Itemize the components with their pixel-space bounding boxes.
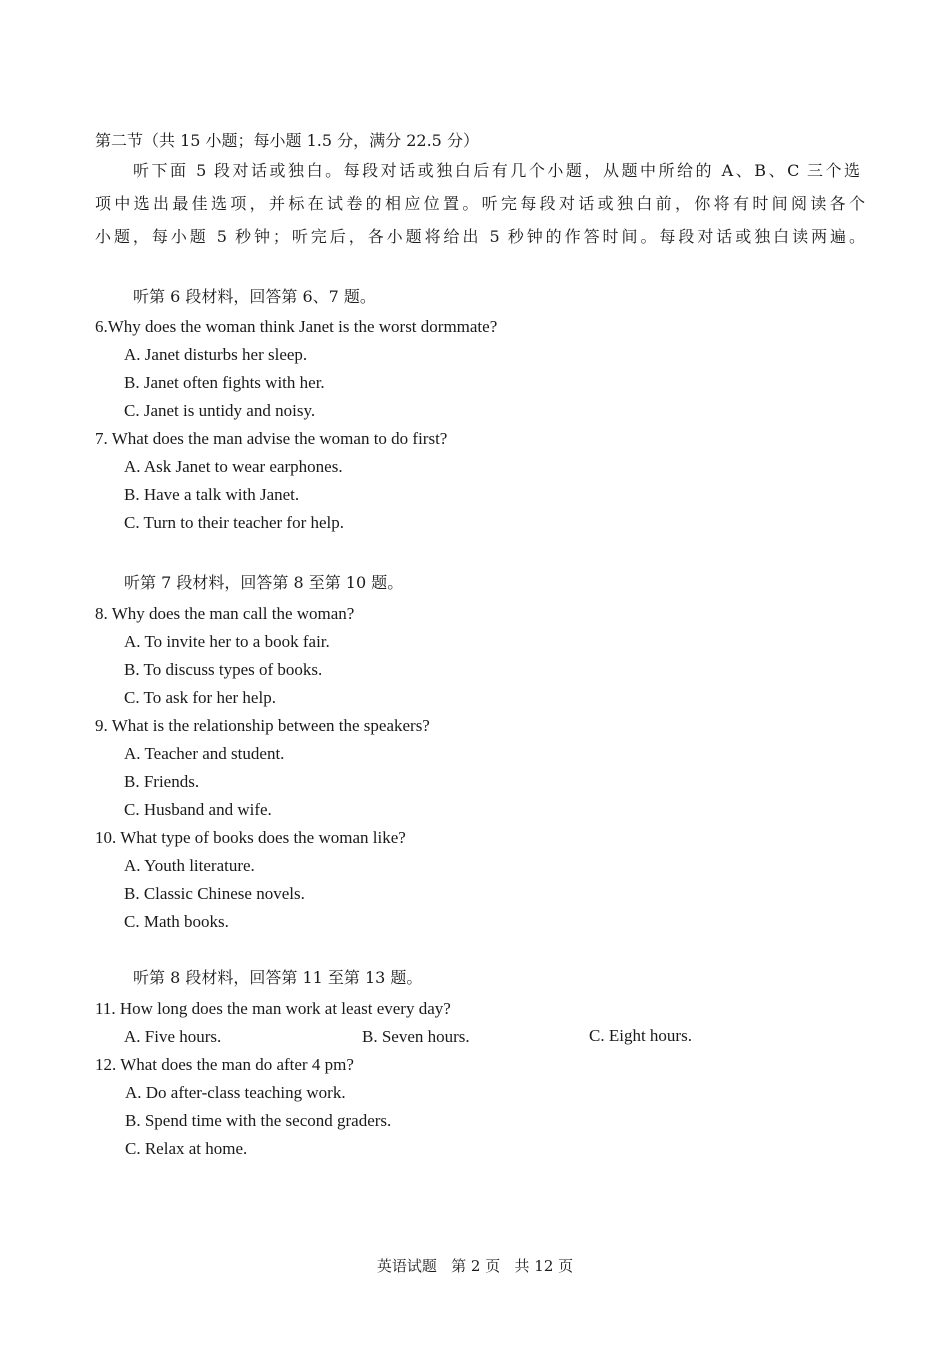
answer-option: B. Friends. bbox=[124, 772, 200, 791]
answer-option: A. Five hours. bbox=[124, 1027, 222, 1046]
instructions-line-1: 听下面 5 段对话或独白。每段对话或独白后有几个小题，从题中所给的 A、B、C 三个选 bbox=[133, 161, 860, 180]
group-heading: 听第 7 段材料，回答第 8 至第 10 题。 bbox=[124, 573, 404, 592]
question-stem: 12. What does the man do after 4 pm? bbox=[95, 1055, 354, 1074]
answer-option: C. To ask for her help. bbox=[124, 688, 276, 707]
answer-option: B. Seven hours. bbox=[362, 1027, 470, 1046]
question-stem: 7. What does the man advise the woman to do first? bbox=[95, 429, 448, 448]
instructions-line-2: 项中选出最佳选项，并标在试卷的相应位置。听完每段对话或独白前，你将有时间阅读各个 bbox=[95, 194, 865, 213]
answer-option: C. Turn to their teacher for help. bbox=[124, 513, 345, 532]
page-footer: 英语试题 第 2 页 共 12 页 bbox=[376, 1257, 574, 1275]
answer-option: C. Husband and wife. bbox=[124, 800, 272, 819]
answer-option: C. Janet is untidy and noisy. bbox=[124, 401, 316, 420]
answer-option: B. Spend time with the second graders. bbox=[125, 1111, 392, 1130]
answer-option: B. Classic Chinese novels. bbox=[124, 884, 305, 903]
section-title: 第二节（共 15 小题；每小题 1.5 分，满分 22.5 分） bbox=[95, 131, 479, 150]
answer-option: A. To invite her to a book fair. bbox=[124, 632, 330, 651]
answer-option: A. Janet disturbs her sleep. bbox=[124, 345, 308, 364]
question-stem: 6.Why does the woman think Janet is the worst dormmate? bbox=[95, 317, 498, 336]
answer-option: C. Eight hours. bbox=[589, 1026, 692, 1045]
answer-option: B. Have a talk with Janet. bbox=[124, 485, 300, 504]
answer-option: A. Do after-class teaching work. bbox=[125, 1083, 346, 1102]
question-stem: 11. How long does the man work at least every day? bbox=[95, 999, 451, 1018]
group-heading: 听第 8 段材料，回答第 11 至第 13 题。 bbox=[133, 968, 423, 987]
question-stem: 10. What type of books does the woman like? bbox=[95, 828, 406, 847]
answer-option: A. Youth literature. bbox=[124, 856, 255, 875]
group-heading: 听第 6 段材料，回答第 6、7 题。 bbox=[133, 287, 376, 306]
answer-option: C. Math books. bbox=[124, 912, 229, 931]
instructions-line-3: 小题，每小题 5 秒钟；听完后，各小题将给出 5 秒钟的作答时间。每段对话或独白读两遍。 bbox=[95, 227, 865, 246]
answer-option: C. Relax at home. bbox=[125, 1139, 248, 1158]
answer-option: B. To discuss types of books. bbox=[124, 660, 323, 679]
answer-option: A. Ask Janet to wear earphones. bbox=[124, 457, 343, 476]
question-stem: 9. What is the relationship between the speakers? bbox=[95, 716, 430, 735]
answer-option: A. Teacher and student. bbox=[124, 744, 285, 763]
answer-option: B. Janet often fights with her. bbox=[124, 373, 325, 392]
question-stem: 8. Why does the man call the woman? bbox=[95, 604, 355, 623]
